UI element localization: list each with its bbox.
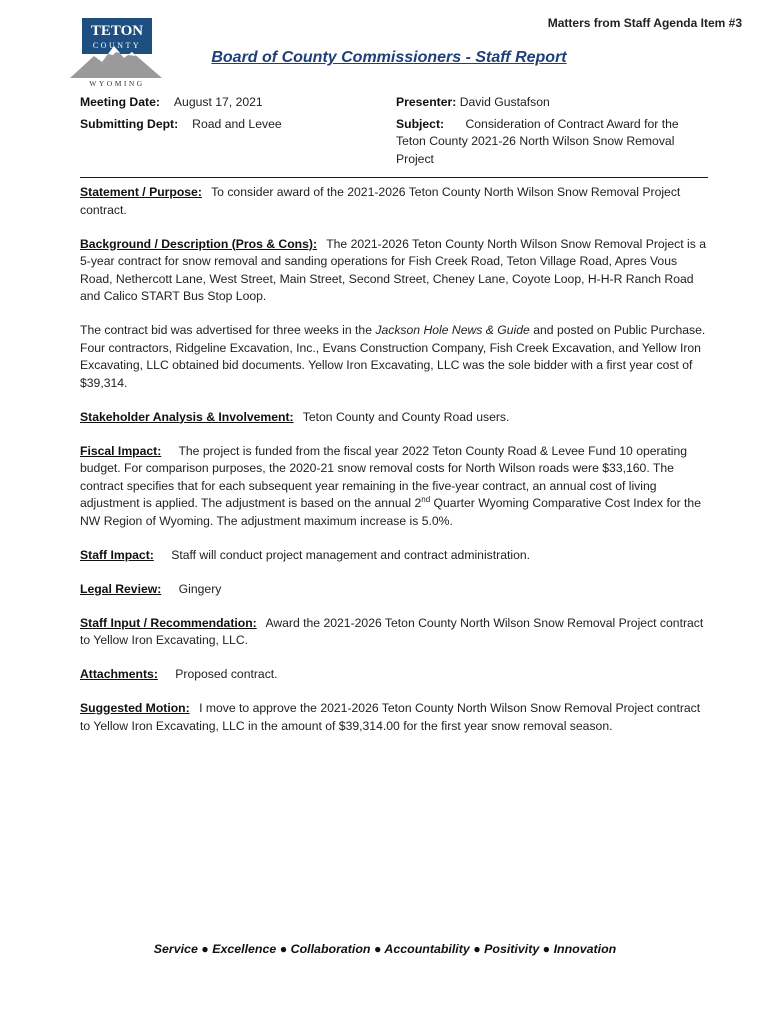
meta-left	[80, 94, 282, 133]
statement-heading: Statement / Purpose:	[80, 185, 202, 199]
newspaper-name: Jackson Hole News & Guide	[375, 323, 530, 337]
fiscal-text-2: Quarter Wyoming Comparative Cost Index for the NW Region of Wyoming. The adjustment maximum increase is 5.0%.	[80, 496, 701, 528]
fiscal-superscript: nd	[421, 494, 431, 504]
stakeholder-text: Teton County and County Road users.	[302, 409, 510, 424]
header-divider	[80, 177, 708, 178]
report-body	[80, 184, 710, 752]
background-paragraph	[80, 236, 710, 306]
staff-impact-text: Staff will conduct project management and contract administration.	[171, 547, 531, 562]
subject-row	[396, 116, 706, 169]
subject-value: Consideration of Contract Award for the Teton County 2021-26 North Wilson Snow Removal Project	[396, 116, 679, 166]
stakeholder-heading: Stakeholder Analysis & Involvement:	[80, 409, 294, 424]
presenter-value: David Gustafson	[459, 95, 550, 109]
submitting-dept-row	[80, 116, 282, 134]
statement-paragraph	[80, 184, 710, 219]
attachments-heading: Attachments:	[80, 667, 158, 681]
staff-impact-paragraph	[80, 547, 710, 565]
fiscal-heading: Fiscal Impact:	[80, 443, 162, 458]
meeting-date-value: August 17, 2021	[173, 95, 263, 109]
logo-text-top: TETON	[90, 23, 144, 39]
submitting-dept-label: Submitting Dept:	[80, 116, 179, 131]
meeting-date-row	[80, 94, 282, 112]
attachments-text: Proposed contract.	[175, 667, 278, 681]
subject-label: Subject:	[396, 116, 445, 131]
fiscal-paragraph	[80, 443, 710, 531]
presenter-label: Presenter:	[396, 95, 457, 109]
agenda-item-reference: Matters from Staff Agenda Item #3	[547, 16, 742, 30]
legal-text: Gingery	[178, 581, 222, 596]
bid-paragraph	[80, 322, 710, 392]
staff-impact-heading: Staff Impact:	[80, 547, 154, 562]
motion-paragraph	[80, 700, 710, 735]
background-heading: Background / Description (Pros & Cons):	[80, 236, 318, 251]
logo-text-bottom: WYOMING	[89, 79, 145, 88]
recommendation-text: Award the 2021-2026 Teton County North Wilson Snow Removal Project contract to Yellow Iron Excavating, LLC.	[80, 615, 704, 647]
motion-text: I move to approve the 2021-2026 Teton County North Wilson Snow Removal Project contract to Yellow Iron Excavating, LLC in the amount of $39,314.00 for the first year snow removal season.	[80, 701, 701, 733]
report-title: Board of County Commissioners - Staff Report	[211, 49, 567, 66]
legal-paragraph	[80, 581, 710, 599]
footer-values: Service ● Excellence ● Collaboration ● Accountability ● Positivity ● Innovation	[153, 942, 617, 956]
background-text: The 2021-2026 Teton County North Wilson Snow Removal Project is a 5-year contract for snow removal and sanding operations for Fish Creek Road, Teton Village Road, Apres Vous Road, Nethercott Lane, West Street, Main Street, Second Street, Cheney Lane, Coyote Loop, H-H-R Ranch Road and Calico START Bus Stop Loop.	[80, 236, 706, 303]
fiscal-text-1: The project is funded from the fiscal year 2022 Teton County Road & Levee Fund 10 operating budget. For comparison purposes, the 2020-21 snow removal costs for North Wilson roads were $33,160. The contract specifies that for each subsequent year remaining in the five-year contract, an annual cost of living adjustment is applied. The adjustment is based on the annual 2	[80, 443, 688, 510]
legal-heading: Legal Review:	[80, 581, 162, 596]
bid-text-2: and posted on Public Purchase. Four contractors, Ridgeline Excavation, Inc., Evans Construction Company, Fish Creek Excavation, and Yellow Iron Excavating, LLC obtained bid documents. Yellow Iron Excavating, LLC was the sole bidder with a first year cost of $39,314.	[80, 323, 706, 390]
recommendation-paragraph	[80, 615, 710, 650]
presenter-row	[396, 94, 706, 112]
stakeholder-paragraph	[80, 409, 710, 427]
attachments-paragraph	[80, 666, 710, 684]
motion-heading: Suggested Motion:	[80, 701, 190, 715]
meta-right	[396, 94, 706, 168]
logo-text-middle: COUNTY	[92, 41, 142, 50]
bid-text-1: The contract bid was advertised for three weeks in the	[80, 323, 372, 337]
recommendation-heading: Staff Input / Recommendation:	[80, 615, 257, 630]
meeting-date-label: Meeting Date:	[80, 95, 160, 109]
statement-text: To consider award of the 2021-2026 Teton County North Wilson Snow Removal Project contract.	[80, 185, 681, 217]
submitting-dept-value: Road and Levee	[192, 116, 282, 131]
